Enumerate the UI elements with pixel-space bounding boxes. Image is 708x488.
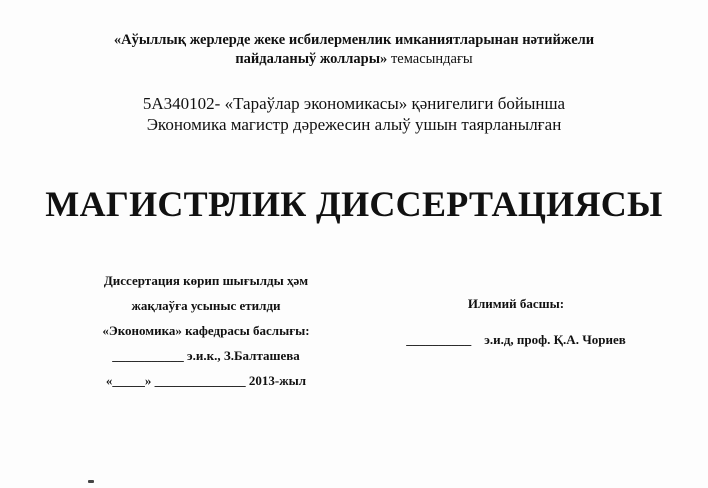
topic-title-line-1: «Аўыллық жерлерде жеке исбилерменлик имканиятларынан нәтийжели <box>113 32 595 48</box>
dissertation-topic <box>0 31 708 69</box>
approval-signature-line: ___________ э.и.к., З.Балташева <box>112 348 300 363</box>
approval-line-2: жақлаўға усыныс етилди <box>131 298 281 313</box>
specialty-line-1: 5А340102- «Тараўлар экономикасы» қәнигелиги бойынша <box>142 94 566 113</box>
specialty-block <box>0 93 708 135</box>
page-title: МАГИСТРЛИК ДИССЕРТАЦИЯСЫ <box>45 184 663 224</box>
topic-suffix: темасындағы <box>387 51 473 67</box>
topic-title-line-2-text: пайдаланыў жоллары» <box>235 51 388 67</box>
topic-title-line-2 <box>0 50 708 69</box>
approval-line-3: «Экономика» кафедрасы баслығы: <box>102 323 310 338</box>
approval-date-line: «_____» ______________ 2013-жыл <box>105 373 307 388</box>
specialty-line-2: Экономика магистр дәрежесин алыў ушын таярланылған <box>146 115 562 134</box>
supervisor-label: Илимий басшы: <box>467 296 565 311</box>
approval-block <box>56 268 356 393</box>
supervisor-block <box>356 286 676 358</box>
supervisor-signature-line: __________ э.и.д, проф. Қ.А. Чориев <box>406 332 626 347</box>
approval-line-1: Диссертация көрип шығылды ҳәм <box>103 273 309 288</box>
scan-artifact-mark <box>88 480 94 483</box>
